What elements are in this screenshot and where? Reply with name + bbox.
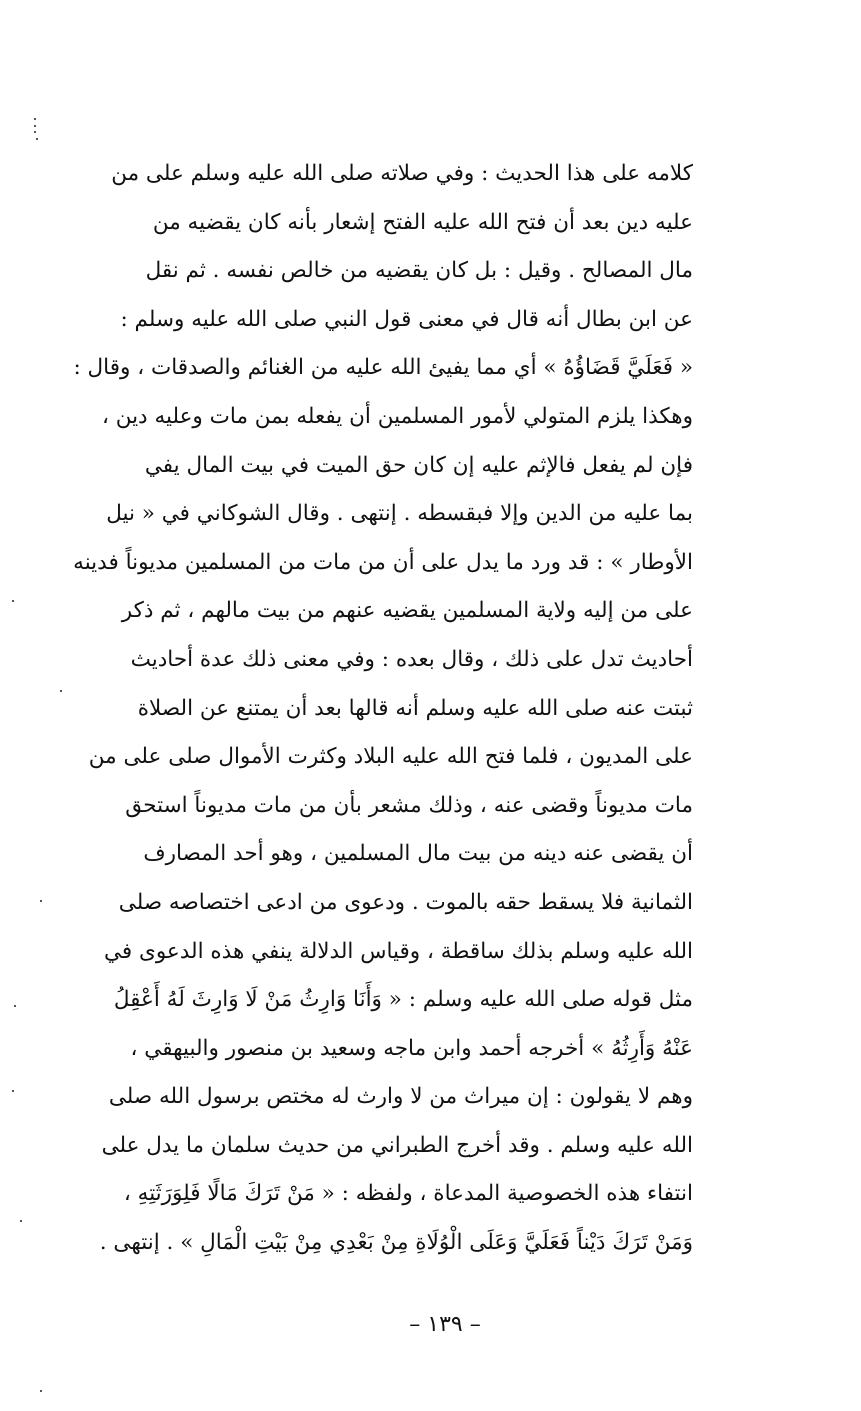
text-line-3: مال المصالح . وقيل : بل كان يقضيه من خالص نفسه . ثم نقل	[145, 258, 693, 284]
text-line-23: وَمَنْ تَرَكَ دَيْناً فَعَلَيَّ وَعَلَى الْوُلَاةِ مِنْ بَعْدِي مِنْ بَيْتِ الْمَالِ » . إنتهى .	[99, 1230, 693, 1256]
text-line-20: وهم لا يقولون : إن ميراث من لا وارث له مختص برسول الله صلى	[108, 1084, 693, 1110]
text-line-4: عن ابن بطال أنه قال في معنى قول النبي صلى الله عليه وسلم :	[120, 306, 693, 332]
text-line-7: فإن لم يفعل فالإثم عليه إن كان حق الميت في بيت المال يفي	[144, 452, 693, 478]
text-line-15: أن يقضى عنه دينه من بيت مال المسلمين ، وهو أحد المصارف	[143, 841, 693, 867]
text-line-2: عليه دين بعد أن فتح الله عليه الفتح إشعار بأنه كان يقضيه من	[152, 209, 693, 235]
text-line-13: على المديون ، فلما فتح الله عليه البلاد وكثرت الأموال صلى على من	[88, 744, 693, 770]
text-line-10: على من إليه ولاية المسلمين يقضيه عنهم من بيت مالهم ، ثم ذكر	[121, 598, 693, 624]
body-text	[73, 150, 693, 1268]
text-line-21: الله عليه وسلم . وقد أخرج الطبراني من حديث سلمان ما يدل على	[101, 1132, 693, 1158]
text-line-17: الله عليه وسلم بذلك ساقطة ، وقياس الدلالة ينفي هذه الدعوى في	[103, 938, 693, 964]
page-number: – ١٣٩ –	[409, 1312, 481, 1337]
text-line-16: الثمانية فلا يسقط حقه بالموت . ودعوى من ادعى اختصاصه صلى	[118, 889, 693, 915]
text-line-1: كلامه على هذا الحديث : وفي صلاته صلى الله عليه وسلم على من	[111, 161, 693, 186]
text-line-14: مات مديوناً وقضى عنه ، وذلك مشعر بأن من مات مديوناً استحق	[125, 792, 693, 818]
text-line-18: مثل قوله صلى الله عليه وسلم : « وَأَنَا وَارِثُ مَنْ لَا وَارِثَ لَهُ أَعْقِلُ	[113, 987, 693, 1013]
text-line-19: عَنْهُ وَأَرِثُهُ » أخرجه أحمد وابن ماجه وسعيد بن منصور والبيهقي ،	[130, 1035, 693, 1061]
text-line-6: وهكذا يلزم المتولي لأمور المسلمين أن يفعله بمن مات وعليه دين ،	[101, 403, 693, 429]
text-line-11: أحاديث تدل على ذلك ، وقال بعده : وفي معنى ذلك عدة أحاديث	[130, 646, 693, 672]
text-line-12: ثبتت عنه صلى الله عليه وسلم أنه قالها بعد أن يمتنع عن الصلاة	[137, 695, 693, 721]
text-line-5: « فَعَلَيَّ قَضَاؤُهُ » أي مما يفيئ الله عليه من الغنائم والصدقات ، وقال :	[73, 355, 693, 381]
text-line-8: بما عليه من الدين وإلا فبقسطه . إنتهى . وقال الشوكاني في « نيل	[106, 501, 693, 527]
text-line-22: انتفاء هذه الخصوصية المدعاة ، ولفظه : « مَنْ تَرَكَ مَالًا فَلِوَرَثَتِهِ ،	[123, 1181, 693, 1207]
text-line-9: الأوطار » : قد ورد ما يدل على أن من مات من المسلمين مديوناً فدينه	[73, 549, 693, 575]
